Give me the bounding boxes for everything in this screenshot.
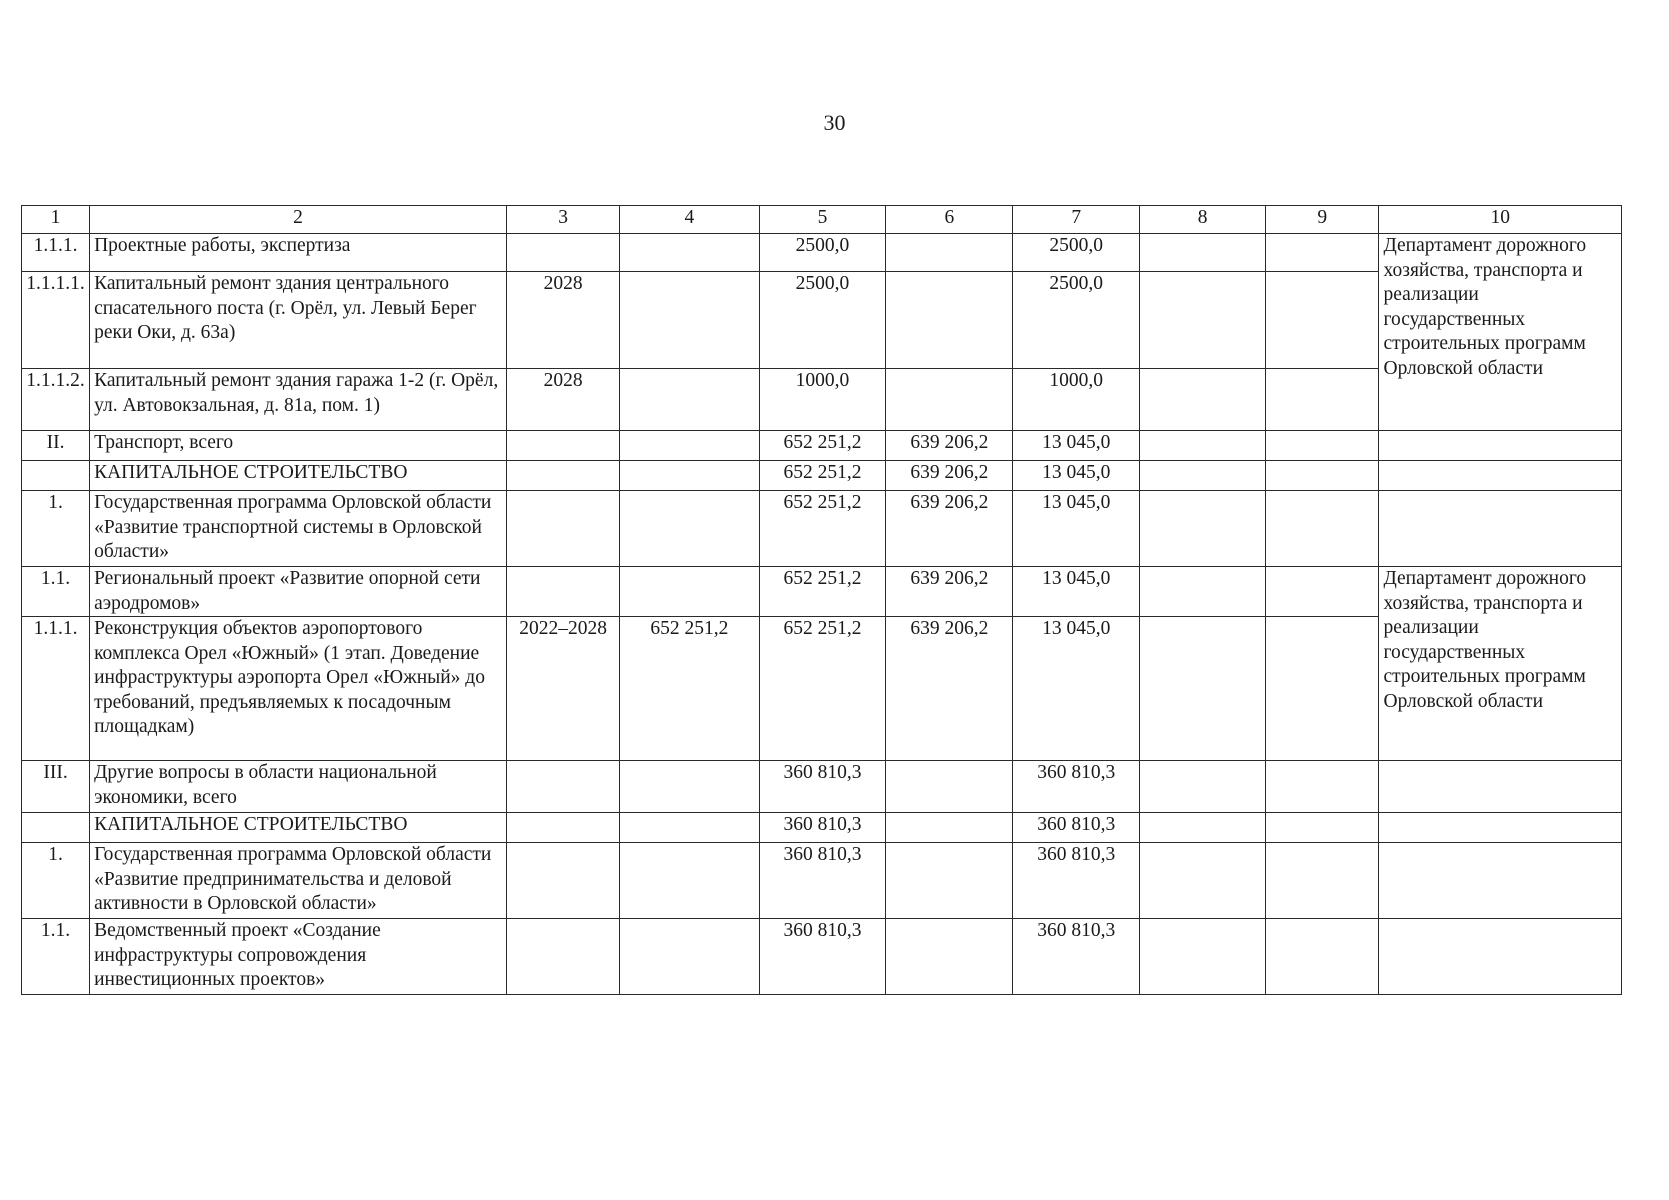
header-cell: 6 xyxy=(886,206,1013,234)
table-row xyxy=(22,761,1622,813)
local-cell xyxy=(1140,234,1266,272)
total-cell: 360 810,3 xyxy=(759,919,886,995)
year-cell xyxy=(506,761,619,813)
table-row xyxy=(22,491,1622,567)
row-number-cell: 1.1.1. xyxy=(22,617,90,761)
regional-cell: 13 045,0 xyxy=(1013,461,1140,491)
local-cell xyxy=(1140,431,1266,461)
row-name-cell: Региональный проект «Развитие опорной сети аэродромов» xyxy=(90,567,507,617)
cost-cell xyxy=(620,272,759,369)
header-cell: 9 xyxy=(1266,206,1379,234)
row-number-cell: III. xyxy=(22,761,90,813)
row-name-cell: КАПИТАЛЬНОЕ СТРОИТЕЛЬСТВО xyxy=(90,813,507,843)
row-name-cell: Капитальный ремонт здания гаража 1-2 (г. Орёл, ул. Автовокзальная, д. 81а, пом. 1) xyxy=(90,369,507,431)
table-row xyxy=(22,567,1622,617)
federal-cell: 639 206,2 xyxy=(886,461,1013,491)
local-cell xyxy=(1140,813,1266,843)
row-number-cell xyxy=(22,813,90,843)
other-cell xyxy=(1266,567,1379,617)
cost-cell xyxy=(620,369,759,431)
total-cell: 2500,0 xyxy=(759,272,886,369)
row-name-cell: Государственная программа Орловской области «Развитие предпринимательства и деловой активности в Орловской области» xyxy=(90,843,507,919)
year-cell xyxy=(506,491,619,567)
row-name-cell: Проектные работы, экспертиза xyxy=(90,234,507,272)
responsible-cell xyxy=(1379,919,1622,995)
regional-cell: 2500,0 xyxy=(1013,272,1140,369)
regional-cell: 13 045,0 xyxy=(1013,567,1140,617)
budget-table xyxy=(21,205,1622,995)
row-number-cell: 1.1.1. xyxy=(22,234,90,272)
year-cell xyxy=(506,843,619,919)
table-row xyxy=(22,919,1622,995)
row-number-cell: 1. xyxy=(22,843,90,919)
local-cell xyxy=(1140,919,1266,995)
year-cell xyxy=(506,431,619,461)
cost-cell xyxy=(620,491,759,567)
year-cell xyxy=(506,234,619,272)
table-row xyxy=(22,234,1622,272)
year-cell xyxy=(506,567,619,617)
federal-cell: 639 206,2 xyxy=(886,431,1013,461)
row-name-cell: Другие вопросы в области национальной экономики, всего xyxy=(90,761,507,813)
regional-cell: 360 810,3 xyxy=(1013,813,1140,843)
header-cell: 5 xyxy=(759,206,886,234)
responsible-department-cell: Департамент дорожного хозяйства, транспорта и реализации государственных строительных программ Орловской области xyxy=(1379,567,1622,761)
cost-cell xyxy=(620,761,759,813)
local-cell xyxy=(1140,567,1266,617)
total-cell: 652 251,2 xyxy=(759,431,886,461)
table-row xyxy=(22,461,1622,491)
regional-cell: 360 810,3 xyxy=(1013,919,1140,995)
regional-cell: 360 810,3 xyxy=(1013,843,1140,919)
total-cell: 652 251,2 xyxy=(759,461,886,491)
row-number-cell xyxy=(22,461,90,491)
row-number-cell: 1.1. xyxy=(22,567,90,617)
other-cell xyxy=(1266,919,1379,995)
local-cell xyxy=(1140,461,1266,491)
responsible-cell xyxy=(1379,761,1622,813)
row-name-cell: Ведомственный проект «Создание инфраструктуры сопровождения инвестиционных проектов» xyxy=(90,919,507,995)
regional-cell: 360 810,3 xyxy=(1013,761,1140,813)
federal-cell xyxy=(886,813,1013,843)
other-cell xyxy=(1266,234,1379,272)
table-row xyxy=(22,843,1622,919)
responsible-department-cell: Департамент дорожного хозяйства, транспорта и реализации государственных строительных программ Орловской области xyxy=(1379,234,1622,431)
total-cell: 360 810,3 xyxy=(759,761,886,813)
other-cell xyxy=(1266,617,1379,761)
other-cell xyxy=(1266,491,1379,567)
other-cell xyxy=(1266,761,1379,813)
year-cell: 2028 xyxy=(506,369,619,431)
federal-cell xyxy=(886,234,1013,272)
table-row xyxy=(22,431,1622,461)
row-name-cell: Капитальный ремонт здания центрального спасательного поста (г. Орёл, ул. Левый Берег реки Оки, д. 63а) xyxy=(90,272,507,369)
local-cell xyxy=(1140,761,1266,813)
other-cell xyxy=(1266,272,1379,369)
local-cell xyxy=(1140,491,1266,567)
row-number-cell: II. xyxy=(22,431,90,461)
federal-cell xyxy=(886,919,1013,995)
federal-cell xyxy=(886,272,1013,369)
total-cell: 360 810,3 xyxy=(759,813,886,843)
year-cell: 2022–2028 xyxy=(506,617,619,761)
cost-cell xyxy=(620,234,759,272)
cost-cell xyxy=(620,843,759,919)
responsible-cell xyxy=(1379,431,1622,461)
row-number-cell: 1.1. xyxy=(22,919,90,995)
row-name-cell: Реконструкция объектов аэропортового комплекса Орел «Южный» (1 этап. Доведение инфраструктуры аэропорта Орел «Южный» до требований, предъявляемых к посадочным площадкам) xyxy=(90,617,507,761)
regional-cell: 2500,0 xyxy=(1013,234,1140,272)
total-cell: 652 251,2 xyxy=(759,617,886,761)
header-cell: 3 xyxy=(506,206,619,234)
local-cell xyxy=(1140,272,1266,369)
total-cell: 1000,0 xyxy=(759,369,886,431)
cost-cell xyxy=(620,461,759,491)
local-cell xyxy=(1140,369,1266,431)
header-cell: 2 xyxy=(90,206,507,234)
header-cell: 7 xyxy=(1013,206,1140,234)
other-cell xyxy=(1266,369,1379,431)
regional-cell: 1000,0 xyxy=(1013,369,1140,431)
federal-cell xyxy=(886,369,1013,431)
local-cell xyxy=(1140,843,1266,919)
year-cell xyxy=(506,919,619,995)
federal-cell: 639 206,2 xyxy=(886,567,1013,617)
other-cell xyxy=(1266,813,1379,843)
federal-cell xyxy=(886,761,1013,813)
row-name-cell: КАПИТАЛЬНОЕ СТРОИТЕЛЬСТВО xyxy=(90,461,507,491)
responsible-cell xyxy=(1379,461,1622,491)
cost-cell xyxy=(620,431,759,461)
local-cell xyxy=(1140,617,1266,761)
year-cell xyxy=(506,813,619,843)
page-number: 30 xyxy=(823,110,846,135)
cost-cell xyxy=(620,919,759,995)
cost-cell: 652 251,2 xyxy=(620,617,759,761)
other-cell xyxy=(1266,843,1379,919)
header-cell: 1 xyxy=(22,206,90,234)
federal-cell: 639 206,2 xyxy=(886,491,1013,567)
responsible-cell xyxy=(1379,491,1622,567)
other-cell xyxy=(1266,431,1379,461)
row-name-cell: Транспорт, всего xyxy=(90,431,507,461)
cost-cell xyxy=(620,813,759,843)
total-cell: 652 251,2 xyxy=(759,491,886,567)
row-number-cell: 1. xyxy=(22,491,90,567)
total-cell: 2500,0 xyxy=(759,234,886,272)
table-row xyxy=(22,813,1622,843)
total-cell: 652 251,2 xyxy=(759,567,886,617)
federal-cell xyxy=(886,843,1013,919)
year-cell xyxy=(506,461,619,491)
regional-cell: 13 045,0 xyxy=(1013,491,1140,567)
regional-cell: 13 045,0 xyxy=(1013,617,1140,761)
responsible-cell xyxy=(1379,813,1622,843)
year-cell: 2028 xyxy=(506,272,619,369)
row-number-cell: 1.1.1.1. xyxy=(22,272,90,369)
responsible-cell xyxy=(1379,843,1622,919)
header-cell: 8 xyxy=(1140,206,1266,234)
header-cell: 10 xyxy=(1379,206,1622,234)
other-cell xyxy=(1266,461,1379,491)
table-header-row xyxy=(22,206,1622,234)
row-number-cell: 1.1.1.2. xyxy=(22,369,90,431)
cost-cell xyxy=(620,567,759,617)
row-name-cell: Государственная программа Орловской области «Развитие транспортной системы в Орловской области» xyxy=(90,491,507,567)
federal-cell: 639 206,2 xyxy=(886,617,1013,761)
regional-cell: 13 045,0 xyxy=(1013,431,1140,461)
header-cell: 4 xyxy=(620,206,759,234)
total-cell: 360 810,3 xyxy=(759,843,886,919)
